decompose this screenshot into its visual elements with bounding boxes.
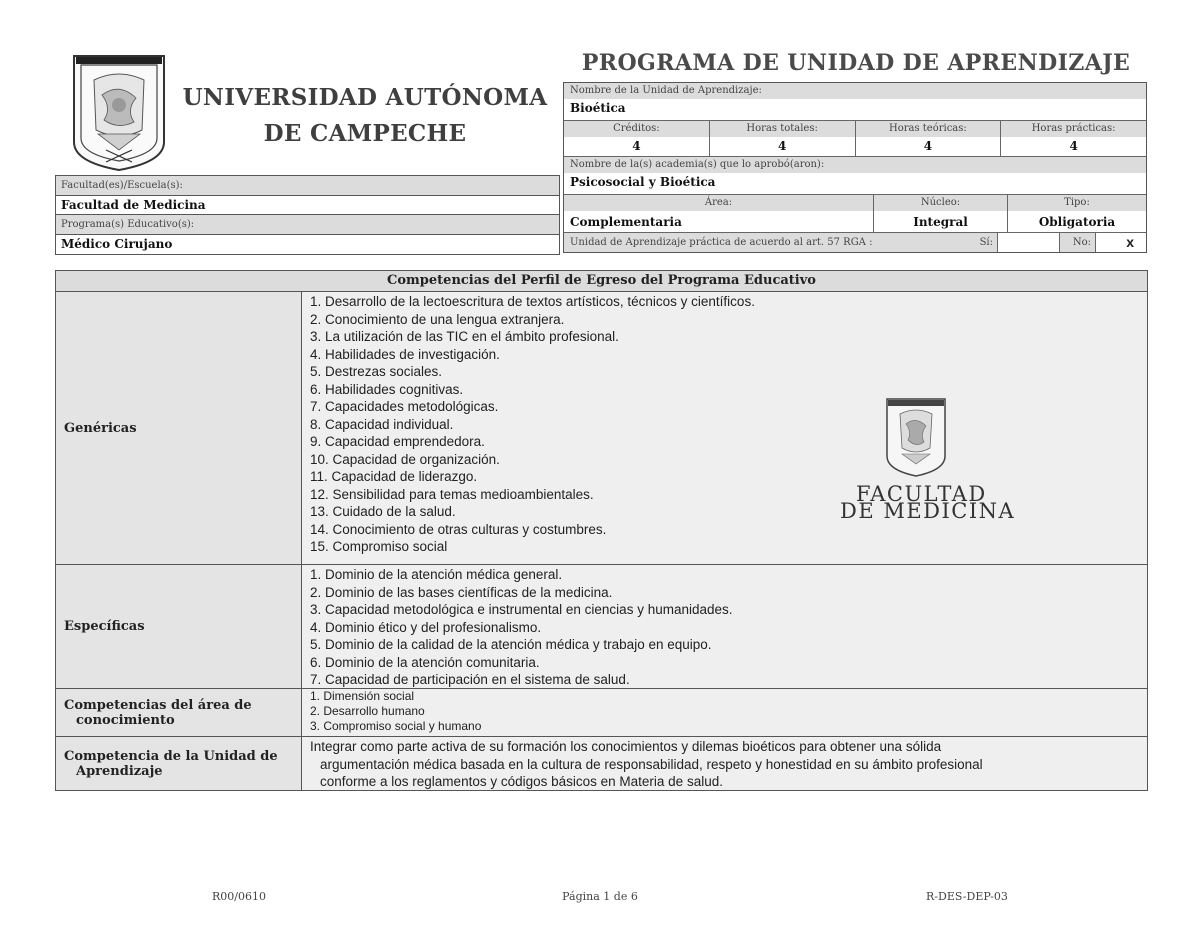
- stamp-line1: FACULTAD: [856, 482, 987, 506]
- horas-teoricas-value: 4: [856, 137, 1002, 156]
- list-item: 14. Conocimiento de otras culturas y costumbres.: [310, 521, 607, 537]
- area-cell: [564, 195, 874, 232]
- no-value: x: [1096, 233, 1146, 252]
- program-title: PROGRAMA DE UNIDAD DE APRENDIZAJE: [581, 50, 1131, 76]
- area-nucleo-tipo-row: [564, 195, 1146, 233]
- list-item: 2. Desarrollo humano: [310, 704, 425, 718]
- nucleo-value: Integral: [913, 215, 968, 229]
- nucleo-cell: [874, 195, 1008, 232]
- hours-labels-row: [564, 121, 1146, 137]
- no-label: No:: [1060, 233, 1096, 252]
- faculty-program-box: [55, 175, 560, 255]
- facultad-value: Facultad de Medicina: [56, 196, 559, 216]
- area-competencias-label-line1: Competencias del área de: [64, 697, 252, 713]
- tipo-cell: [1008, 195, 1146, 232]
- footer-page-number: Página 1 de 6: [562, 890, 638, 903]
- competencias-table: [55, 270, 1148, 791]
- area-value: Complementaria: [570, 215, 682, 229]
- si-value: [998, 233, 1060, 252]
- creditos-label: Créditos:: [564, 121, 710, 137]
- programa-value: Médico Cirujano: [61, 236, 173, 251]
- list-item: 3. Capacidad metodológica e instrumental en ciencias y humanidades.: [310, 602, 733, 617]
- list-item: 2. Dominio de las bases científicas de la medicina.: [310, 584, 613, 600]
- unidad-competencia-text: [302, 737, 1147, 790]
- area-competencias-row: [56, 689, 1147, 737]
- list-item: 1. Dimensión social: [310, 689, 415, 703]
- horas-practicas-value: 4: [1069, 139, 1078, 153]
- unidad-competencia-label-line2: Aprendizaje: [76, 763, 163, 779]
- area-competencias-list: [302, 689, 1147, 736]
- competencias-title: Competencias del Perfil de Egreso del Programa Educativo: [56, 271, 1147, 292]
- practica-row: [564, 233, 1146, 252]
- unit-info-box: [563, 82, 1147, 253]
- faculty-seal-icon: [884, 396, 948, 478]
- nucleo-label: Núcleo:: [874, 195, 1007, 211]
- list-item: 5. Destrezas sociales.: [310, 364, 443, 379]
- practica-label: Unidad de Aprendizaje práctica de acuerdo al art. 57 RGA :: [570, 237, 873, 248]
- si-label: Sí:: [962, 233, 998, 252]
- tipo-label: Tipo:: [1008, 195, 1146, 211]
- footer-revision: R00/0610: [212, 890, 266, 903]
- nombre-label: Nombre de la Unidad de Aprendizaje:: [564, 83, 1146, 99]
- academia-value: Psicosocial y Bioética: [564, 173, 1146, 195]
- programa-label: Programa(s) Educativo(s):: [56, 215, 559, 235]
- horas-totales-value: 4: [710, 137, 856, 156]
- unidad-line: Integrar como parte activa de su formación los conocimientos y dilemas bioéticos para obtener una sólida: [310, 739, 942, 754]
- unidad-line: conforme a los reglamentos y códigos básicos en Materia de salud.: [320, 774, 723, 789]
- especificas-list: [302, 565, 1147, 688]
- list-item: 9. Capacidad emprendedora.: [310, 434, 485, 449]
- stamp-line2: DE MEDICINA: [840, 499, 1016, 523]
- list-item: 11. Capacidad de liderazgo.: [310, 469, 478, 484]
- list-item: 7. Capacidad de participación en el sistema de salud.: [310, 672, 630, 687]
- university-crest-icon: [68, 50, 170, 172]
- list-item: 7. Capacidades metodológicas.: [310, 399, 499, 414]
- university-name-line2: DE CAMPECHE: [263, 120, 467, 147]
- unidad-line: argumentación médica basada en la cultura de responsabilidad, respeto y honestidad en su ámbito profesional: [320, 756, 983, 772]
- unidad-competencia-row: [56, 737, 1147, 790]
- nombre-value: Bioética: [564, 99, 1146, 121]
- list-item: 4. Dominio ético y del profesionalismo.: [310, 619, 542, 635]
- list-item: 15. Compromiso social: [310, 539, 448, 554]
- area-label: Área:: [564, 195, 873, 211]
- list-item: 12. Sensibilidad para temas medioambientales.: [310, 486, 594, 502]
- facultad-label: Facultad(es)/Escuela(s):: [56, 176, 559, 196]
- university-name: [180, 80, 550, 152]
- area-competencias-label: [56, 689, 302, 736]
- unidad-competencia-label-line1: Competencia de la Unidad de: [64, 748, 278, 764]
- list-item: 10. Capacidad de organización.: [310, 451, 500, 467]
- list-item: 6. Dominio de la atención comunitaria.: [310, 654, 540, 670]
- especificas-row: [56, 565, 1147, 689]
- list-item: 4. Habilidades de investigación.: [310, 346, 500, 362]
- list-item: 1. Desarrollo de la lectoescritura de textos artísticos, técnicos y científicos.: [310, 294, 755, 309]
- list-item: 13. Cuidado de la salud.: [310, 504, 456, 519]
- faculty-stamp: [836, 396, 1026, 526]
- unidad-competencia-label: [56, 737, 302, 790]
- area-competencias-label-line2: conocimiento: [76, 712, 175, 728]
- genericas-label: Genéricas: [56, 292, 302, 564]
- university-name-line1: UNIVERSIDAD AUTÓNOMA: [182, 84, 548, 111]
- especificas-label: Específicas: [56, 565, 302, 688]
- creditos-value: 4: [564, 137, 710, 156]
- list-item: 6. Habilidades cognitivas.: [310, 381, 464, 397]
- list-item: 3. Compromiso social y humano: [310, 719, 482, 733]
- list-item: 2. Conocimiento de una lengua extranjera.: [310, 311, 565, 327]
- list-item: 1. Dominio de la atención médica general.: [310, 567, 563, 582]
- list-item: 3. La utilización de las TIC en el ámbito profesional.: [310, 329, 619, 344]
- hours-values-row: [564, 137, 1146, 157]
- horas-teoricas-label: Horas teóricas:: [856, 121, 1002, 137]
- list-item: 8. Capacidad individual.: [310, 416, 454, 432]
- footer-doc-code: R-DES-DEP-03: [926, 890, 1008, 903]
- horas-totales-label: Horas totales:: [710, 121, 856, 137]
- academia-label: Nombre de la(s) academia(s) que lo aprobó(aron):: [564, 157, 1146, 173]
- tipo-value: Obligatoria: [1038, 215, 1116, 229]
- horas-practicas-label: Horas prácticas:: [1031, 123, 1116, 134]
- list-item: 5. Dominio de la calidad de la atención médica y trabajo en equipo.: [310, 637, 712, 652]
